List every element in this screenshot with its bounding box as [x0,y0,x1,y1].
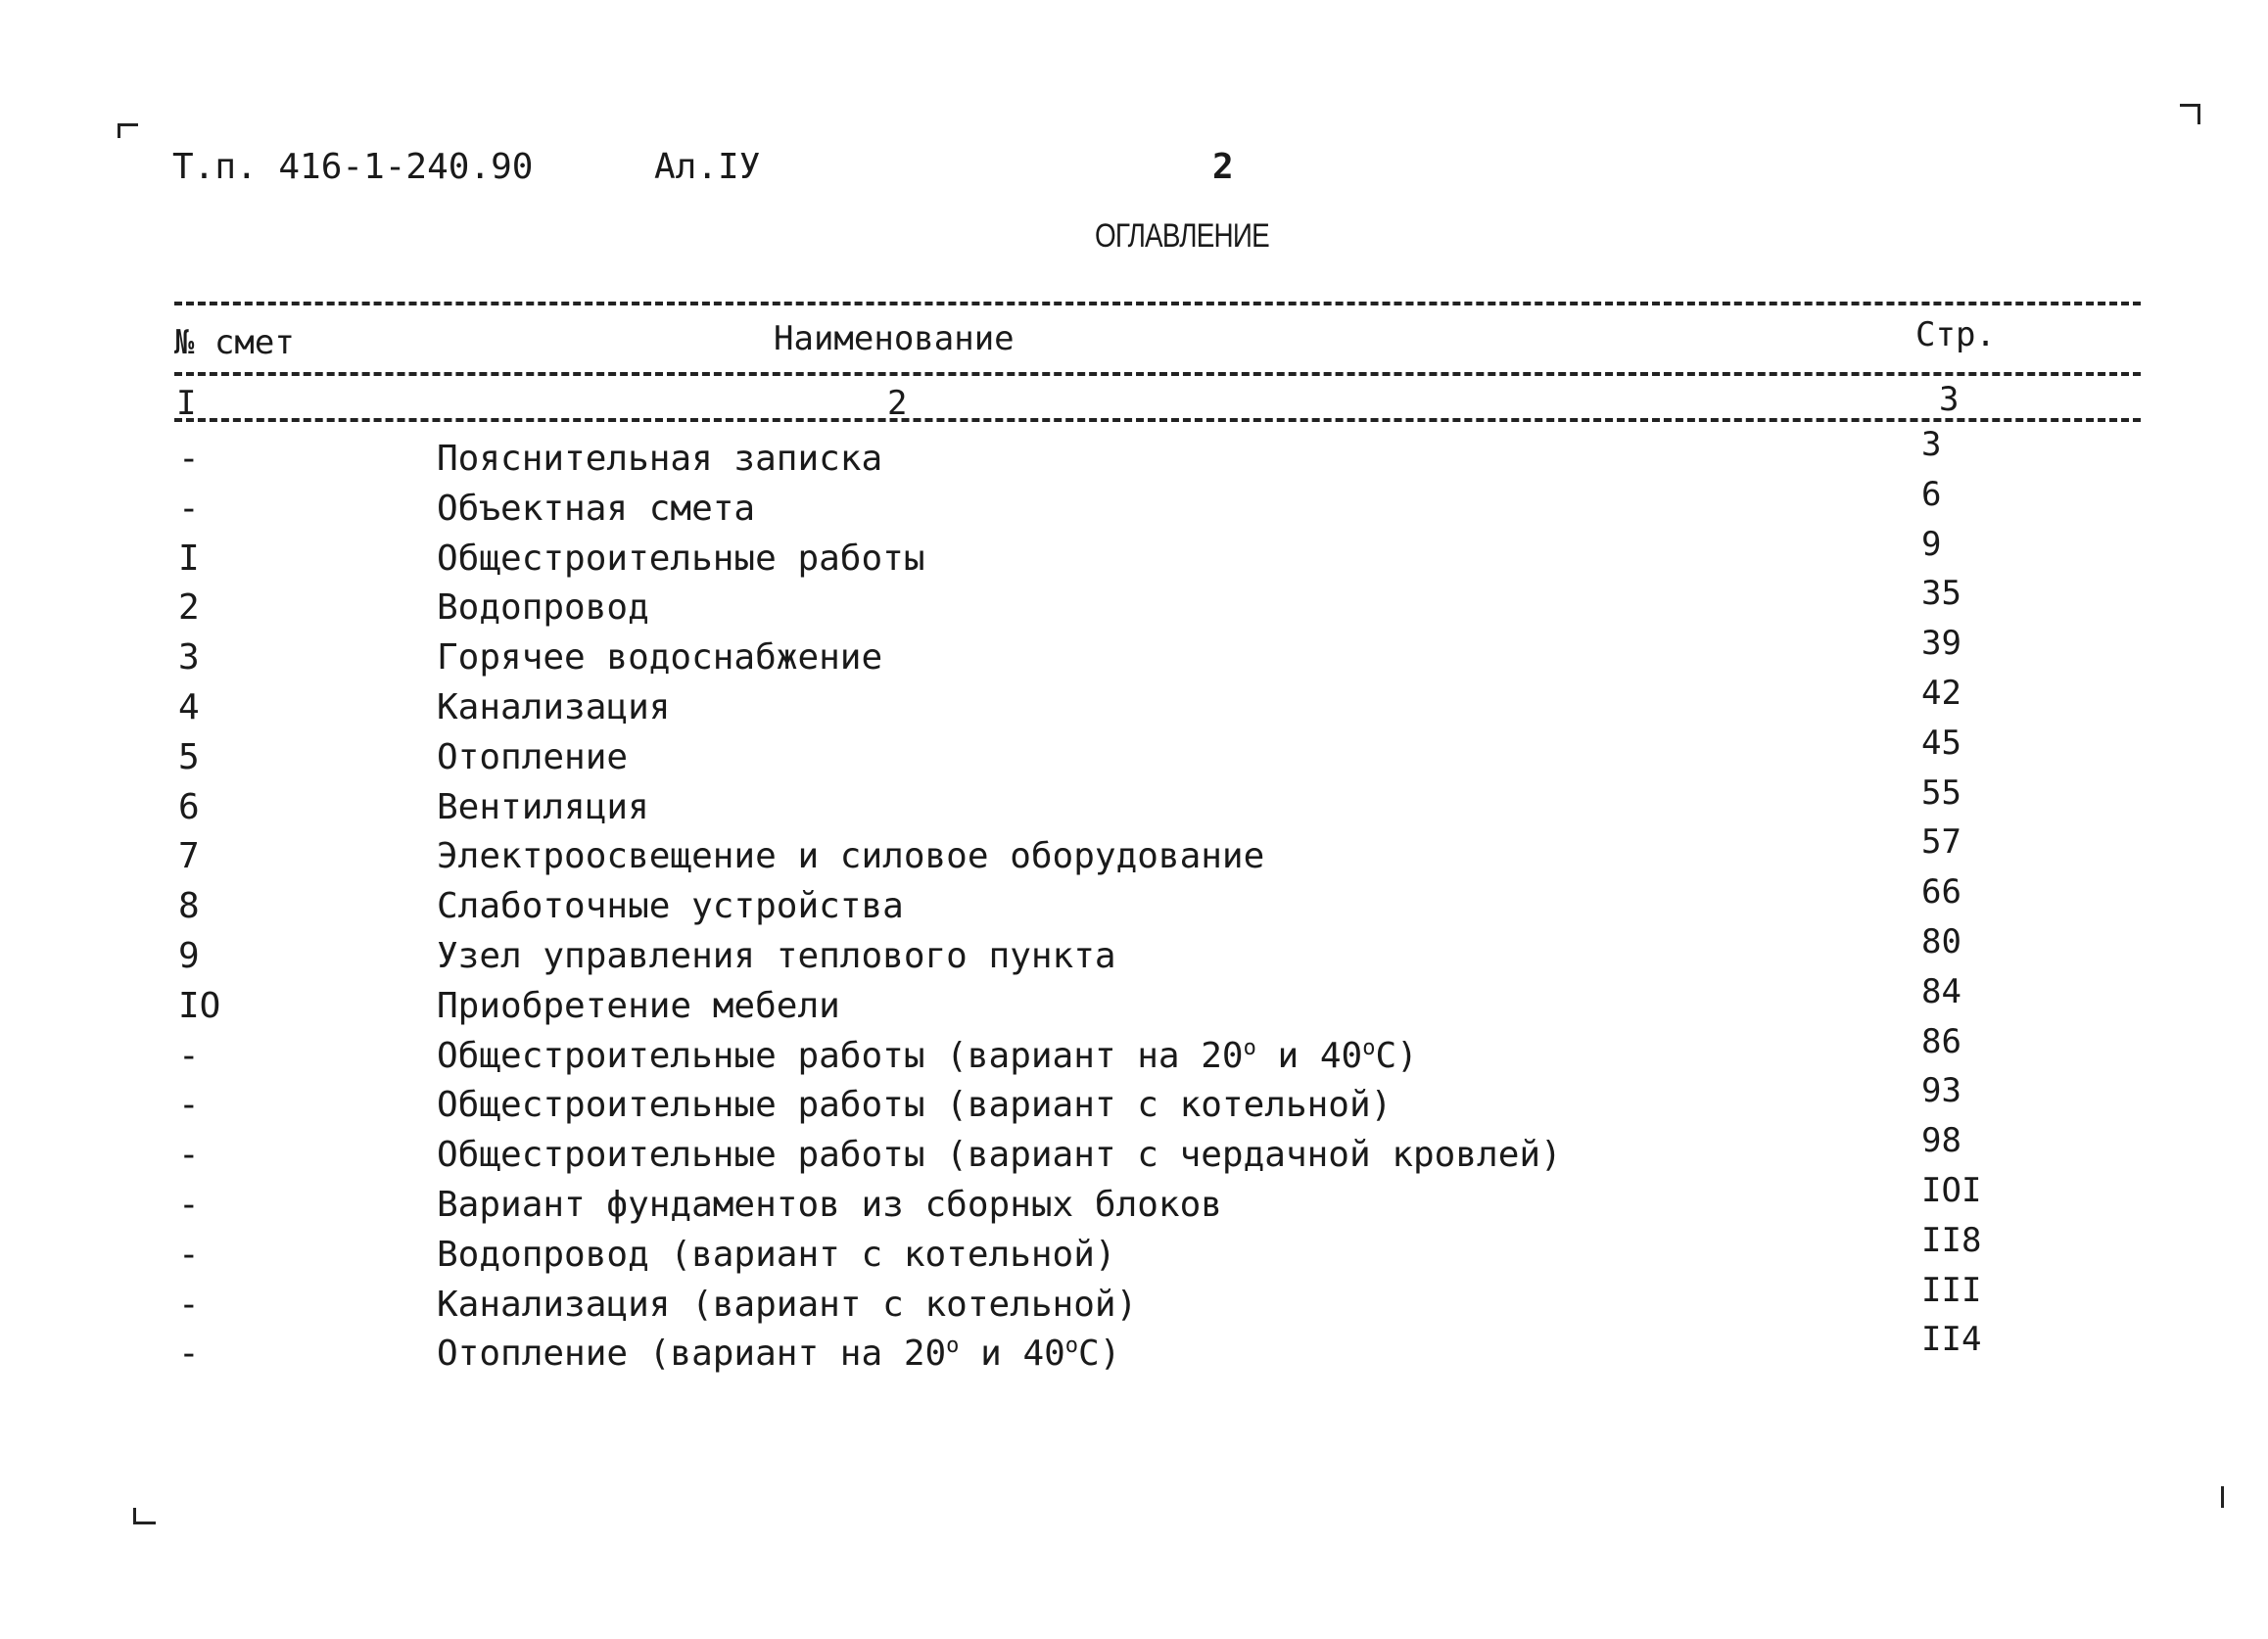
page-ref: 45 [1921,723,1961,763]
table-rule-bottom [174,418,2141,422]
page-ref: IOI [1921,1170,1982,1210]
page-ref: 84 [1921,971,1961,1011]
estimate-number: 3 [178,637,200,679]
estimate-number: 5 [178,736,200,777]
page-ref: 35 [1921,574,1961,614]
page-ref: 93 [1921,1071,1961,1111]
section-name: Общестроительные работы (вариант на 20$^o$ и 40$^o$С) [437,1035,1418,1076]
page-ref: III [1921,1270,1982,1310]
section-name: Общестроительные работы [437,538,925,579]
page-ref: 57 [1921,822,1961,863]
section-name: Горячее водоснабжение [437,637,883,679]
column-header-page: Стр. [1915,315,1996,354]
page-ref: 6 [1921,474,1942,514]
page-title: ОГЛАВЛЕНИЕ [1095,217,1269,255]
estimate-number: - [178,439,200,479]
section-name: Узел управления теплового пункта [437,935,1116,976]
estimate-number: - [178,488,200,529]
section-name: Объектная смета [437,488,756,529]
degree-mark: o [1064,1334,1079,1359]
page-ref: II4 [1921,1320,1982,1360]
degree-mark: o [946,1334,960,1359]
page-ref: 9 [1921,524,1942,564]
section-name: Вариант фундаментов из сборных блоков [437,1184,1222,1225]
column-header-number: № смет [174,323,295,362]
section-name: Приобретение мебели [437,985,840,1026]
column-index-3: 3 [1939,380,1960,419]
estimate-number: 6 [178,786,200,827]
estimate-number: - [178,1184,200,1225]
page-ref: 55 [1921,773,1961,813]
section-name: Отопление [437,736,629,777]
page-ref: 3 [1921,425,1942,464]
table-row [0,1320,2268,1383]
album-number: Ал.IУ [654,147,761,187]
estimate-number: - [178,1135,200,1176]
table-rule-top [174,302,2141,305]
corner-mark-top-left [118,123,138,138]
estimate-number: I [178,538,200,579]
section-name: Водопровод [437,587,649,629]
estimate-number: - [178,1085,200,1126]
section-name: Канализация (вариант с котельной) [437,1284,1138,1325]
estimate-number: 8 [178,886,200,927]
estimate-number: - [178,1035,200,1076]
section-name: Канализация [437,686,671,727]
estimate-number: - [178,1284,200,1325]
estimate-number: 7 [178,836,200,877]
estimate-number: 4 [178,686,200,727]
column-index-2: 2 [887,384,908,423]
table-rule-middle [174,372,2141,376]
section-name: Электроосвещение и силовое оборудование [437,836,1265,877]
section-name: Водопровод (вариант с котельной) [437,1234,1116,1275]
estimate-number: - [178,1334,200,1375]
corner-mark-top-right [2180,104,2200,124]
section-name: Пояснительная записка [437,439,883,479]
document-code: Т.п. 416-1-240.90 [172,147,534,187]
page-ref: II8 [1921,1220,1982,1260]
page-ref: 42 [1921,673,1961,713]
page-ref: 98 [1921,1121,1961,1161]
page-ref: 86 [1921,1021,1961,1061]
column-header-name: Наименование [774,319,1015,358]
section-name: Слаботочные устройства [437,886,904,927]
corner-mark-bottom-left [133,1508,156,1524]
page-ref: 80 [1921,921,1961,961]
section-name: Общестроительные работы (вариант с чердачной кровлей) [437,1135,1562,1176]
estimate-number: IO [178,985,221,1026]
column-index-1: I [176,384,197,423]
degree-mark: o [1362,1035,1376,1060]
page-ref: 39 [1921,624,1961,664]
degree-mark: o [1243,1035,1256,1060]
corner-mark-bottom-right [2215,1486,2224,1508]
section-name: Общестроительные работы (вариант с котельной) [437,1085,1393,1126]
toc-list [0,425,2268,1383]
section-name: Вентиляция [437,786,649,827]
estimate-number: 2 [178,587,200,629]
estimate-number: 9 [178,935,200,976]
page-ref: 66 [1921,872,1961,913]
page-number: 2 [1212,147,1234,187]
section-name: Отопление (вариант на 20$^o$ и 40$^o$С) [437,1334,1121,1375]
estimate-number: - [178,1234,200,1275]
